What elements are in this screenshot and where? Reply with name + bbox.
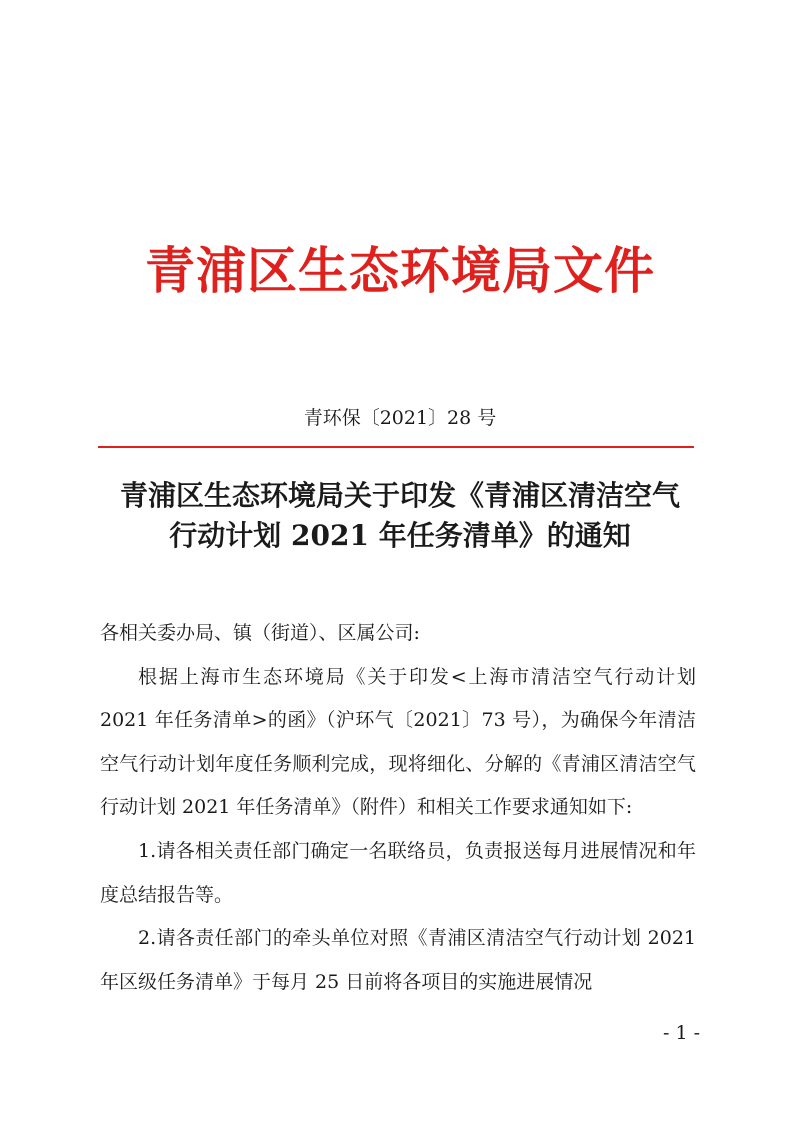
body-paragraph: 1.请各相关责任部门确定一名联络员，负责报送每月进展情况和年度总结报告等。 xyxy=(100,839,696,906)
document-number: 青环保〔2021〕28 号 xyxy=(303,407,497,429)
page-number: - 1 - xyxy=(662,1022,700,1044)
document-body xyxy=(100,612,696,1004)
issuing-authority-header: 青浦区生态环境局文件 xyxy=(145,242,655,300)
body-paragraph: 根据上海市生态环境局《关于印发<上海市清洁空气行动计划 2021 年任务清单>的函》（沪环气〔2021〕73 号），为确保今年清洁空气行动计划年度任务顺利完成，现将细化、分解的《青浦区清洁空气行动计划 2021 年任务清单》（附件）和相关工作要求通知如下: xyxy=(100,665,696,819)
document-title xyxy=(60,476,740,556)
body-paragraph: 2.请各责任部门的牵头单位对照《青浦区清洁空气行动计划 2021 年区级任务清单》于每月 25 日前将各项目的实施进展情况 xyxy=(100,927,696,993)
salutation: 各相关委办局、镇（街道）、区属公司: xyxy=(100,622,420,644)
red-divider-line xyxy=(98,446,694,448)
document-title-line-2: 行动计划 2021 年任务清单》的通知 xyxy=(169,519,631,552)
document-title-line-1: 青浦区生态环境局关于印发《青浦区清洁空气 xyxy=(119,479,680,512)
